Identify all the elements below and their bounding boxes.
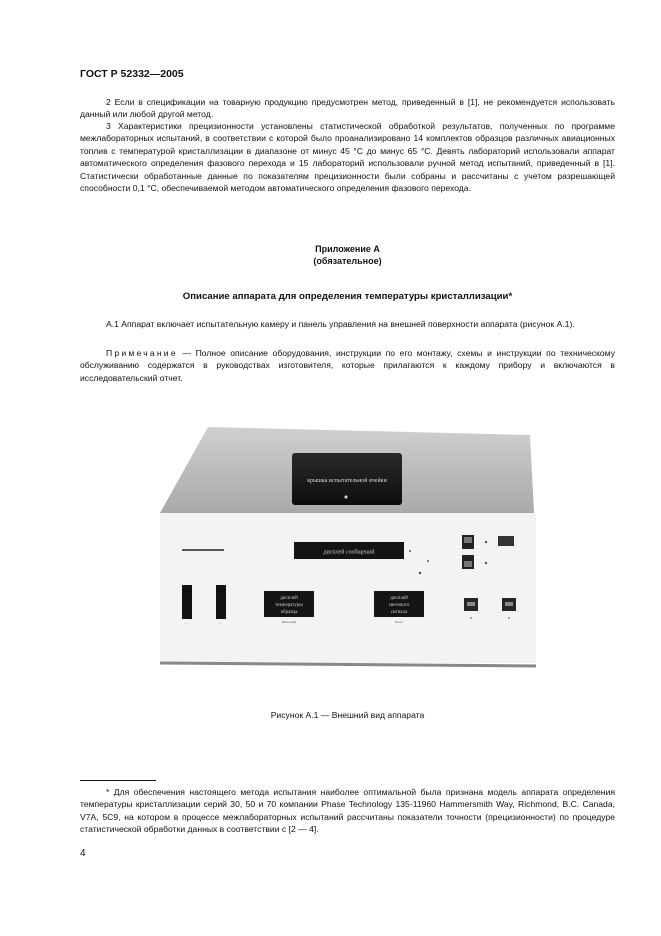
appendix-title: Приложение А xyxy=(315,244,380,254)
indicator-left-1 xyxy=(182,585,192,619)
indicator-left-2 xyxy=(216,585,226,619)
svg-text:• ·: • · xyxy=(185,622,189,626)
lid-label: крышка испытательной ячейки xyxy=(307,478,387,484)
paragraph-2: 2 Если в спецификации на товарную продукцию предусмотрен метод, приведенный в [1], не рекомендуется использовать данный или любой другой метод. xyxy=(80,97,615,120)
svg-text:температуры: температуры xyxy=(275,603,303,608)
lid-indicator-icon xyxy=(344,495,347,498)
note-text: — Полное описание оборудования, инструкции по его монтажу, схемы и инструкции по техническому обслуживанию содержатся в руководствах изготовителя, которые прилагаются к каждому прибору и включаются в исследовательский отчет. xyxy=(80,348,615,383)
appendix-status: (обязательное) xyxy=(313,256,382,266)
standard-header: ГОСТ Р 52332—2005 xyxy=(80,68,184,80)
svg-text:• ·: • · xyxy=(219,622,223,626)
message-display-label: дисплей сообщений xyxy=(323,549,375,556)
signal-display-brand: Блок xyxy=(395,620,403,624)
apparatus-figure xyxy=(160,425,536,670)
power-switch xyxy=(498,536,514,546)
panel-bottom-edge xyxy=(160,663,536,666)
svg-text:дисплей: дисплей xyxy=(280,596,298,601)
paragraph-3: 3 Характеристики прецизионности установлены статистической обработкой результатов, полученных по программе межлабораторных испытаний, в соответствии с которой было проанализировано 14 комплектов образцов различных авиационных топлив с температурой кристаллизации в диапазоне от минус 45 °С до минус 65 °С. Девять лабораторий использовали аппарат автоматического определения фазового перехода и 15 лабораторий использовали ручной метод испытаний, приведенный в [1]. Статистически обработанные данные по показателям прецизионности были собраны и рассчитаны с учетом разрешающей способности 0,1 °С, обеспечиваемой методом автоматического определения фазового перехода. xyxy=(80,121,615,194)
note-label: Примечание xyxy=(106,348,178,358)
paragraph-a1: А.1 Аппарат включает испытательную камеру и панель управления на внешней поверхности аппарата (рисунок А.1). xyxy=(106,319,575,329)
appendix-heading: Описание аппарата для определения температуры кристаллизации* xyxy=(182,291,513,302)
svg-text:образца: образца xyxy=(280,610,298,615)
svg-text:дисплей: дисплей xyxy=(390,596,408,601)
svg-text:сигнала: сигнала xyxy=(390,610,408,615)
footnote: * Для обеспечения настоящего метода испытания наиболее оптимальной была признана модель аппарата определения температуры кристаллизации серий 30, 50 и 70 компании Phase Technology 135-11960 Hammersmith Way, Richmond, B.C. Canada, V7A, 5C9, на котором в процессе межлабораторных испытаний рассчитаны показатели точности (прецизионности) по процедуре статистической обработки данных в соответствии с [2 — 4]. xyxy=(80,787,615,835)
footnote-separator xyxy=(80,780,156,781)
figure-caption: Рисунок А.1 — Внешний вид аппарата xyxy=(270,710,425,720)
note-paragraph xyxy=(80,347,615,384)
page-number: 4 xyxy=(80,848,86,859)
sample-display-brand: Шаговый xyxy=(281,620,297,624)
svg-text:светового: светового xyxy=(388,603,410,608)
